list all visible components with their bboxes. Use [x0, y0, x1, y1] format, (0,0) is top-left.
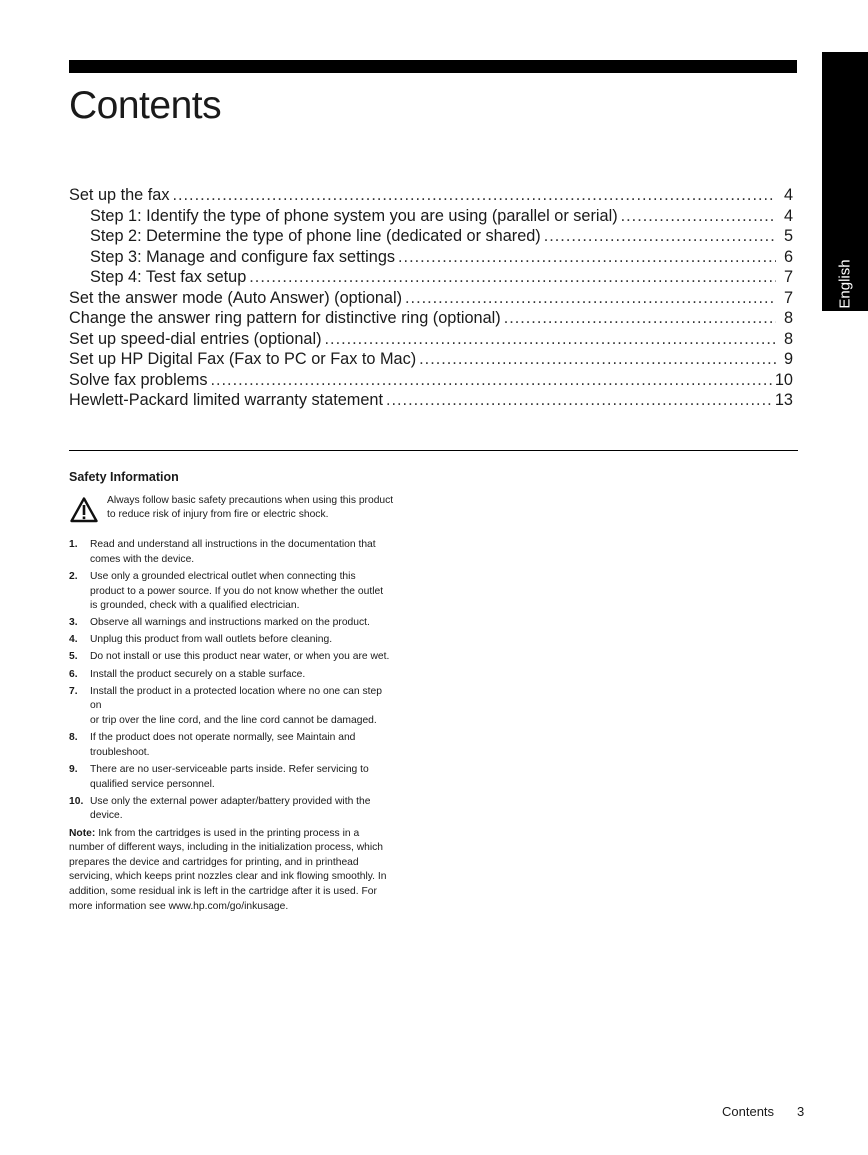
instruction-line: Unplug this product from wall outlets before cleaning.: [90, 634, 333, 646]
safety-instruction: [69, 795, 429, 824]
note-line: Ink from the cartridges is used in the printing process in a: [98, 827, 360, 839]
instruction-line: troubleshoot.: [90, 746, 150, 758]
instruction-text: [90, 570, 429, 614]
instruction-text: [90, 650, 429, 665]
instruction-number: 4.: [69, 634, 78, 646]
warning-line: to reduce risk of injury from fire or electric shock.: [107, 508, 329, 520]
instruction-line: on: [90, 700, 102, 712]
safety-warning: [69, 494, 429, 524]
toc-entry[interactable]: [69, 247, 795, 268]
toc-entry[interactable]: [69, 185, 795, 206]
instruction-number: 1.: [69, 539, 78, 550]
instruction-line: qualified service personnel.: [90, 778, 215, 790]
toc-entry-label: Step 3: Manage and configure fax settings: [90, 247, 396, 266]
safety-instruction: [69, 731, 429, 760]
safety-instruction: [69, 633, 429, 648]
safety-instruction: [69, 570, 429, 614]
instruction-text: [90, 685, 429, 729]
safety-instruction: [69, 763, 429, 792]
toc-dot-leader: [249, 267, 776, 288]
instruction-number: 3.: [69, 617, 78, 629]
language-tab-label: English: [836, 259, 854, 309]
safety-instruction: [69, 616, 429, 631]
instruction-text: [90, 538, 429, 567]
toc-entry[interactable]: [69, 226, 795, 247]
safety-instruction: [69, 538, 429, 567]
instruction-line: Read and understand all instructions in the documentation that: [90, 539, 376, 550]
section-divider: [69, 450, 798, 451]
safety-instruction: [69, 650, 429, 665]
instruction-line: product to a power source. If you do not know whether the outlet: [90, 585, 384, 597]
toc-dot-leader: [621, 206, 776, 227]
instruction-line: There are no user-serviceable parts inside. Refer servicing to: [90, 763, 369, 775]
instruction-text: [90, 668, 429, 683]
warning-line: Always follow basic safety precautions when using this product: [107, 495, 394, 506]
instruction-text: [90, 633, 429, 648]
instruction-line: Use only a grounded electrical outlet when connecting this: [90, 570, 356, 582]
footer-page-number: 3: [797, 1104, 805, 1119]
header-rule: [69, 60, 797, 73]
toc-dot-leader: [325, 329, 776, 350]
toc-entry[interactable]: [69, 308, 795, 329]
footer-section-name: Contents: [722, 1104, 775, 1119]
instruction-text: [90, 616, 429, 631]
toc-dot-leader: [504, 308, 776, 329]
instruction-text: [90, 763, 429, 792]
toc-entry[interactable]: [69, 206, 795, 227]
toc-dot-leader: [544, 226, 776, 247]
toc-entry-label: Hewlett-Packard limited warranty statement: [69, 391, 383, 409]
page-title: Contents: [69, 84, 222, 127]
toc-entry-label: Set up speed-dial entries (optional): [69, 329, 322, 348]
instruction-number: 9.: [69, 763, 78, 775]
note-line: more information see www.hp.com/go/inkusage.: [69, 900, 289, 912]
toc-entry[interactable]: [69, 390, 795, 411]
instruction-line: or trip over the line cord, and the line cord cannot be damaged.: [90, 715, 377, 727]
instruction-line: Do not install or use this product near water, or when you are wet.: [90, 651, 390, 663]
toc-entry-page: 13: [774, 391, 793, 409]
toc-entry-label: Set up the fax: [69, 186, 170, 204]
safety-instruction: [69, 668, 429, 683]
toc-entry-label: Step 2: Determine the type of phone line (dedicated or shared): [90, 227, 541, 245]
table-of-contents: [69, 185, 795, 411]
note-line: addition, some residual ink is left in the cartridge after it is used. For: [69, 885, 377, 897]
instruction-line: If the product does not operate normally, see Maintain and: [90, 732, 356, 744]
note-text: [69, 828, 386, 912]
instruction-number: 6.: [69, 668, 78, 680]
toc-entry[interactable]: [69, 349, 795, 370]
toc-entry-page: 9: [783, 350, 793, 368]
safety-heading: Safety Information: [69, 470, 179, 484]
ink-usage-note: [69, 827, 429, 915]
toc-entry-page: 4: [783, 186, 793, 204]
toc-entry-label: Set up HP Digital Fax (Fax to PC or Fax to Mac): [69, 350, 417, 368]
instruction-number: 8.: [69, 732, 78, 744]
toc-dot-leader: [405, 288, 776, 309]
instruction-text: [90, 731, 429, 760]
toc-entry[interactable]: [69, 288, 795, 309]
toc-entry-page: 4: [783, 206, 793, 225]
toc-entry-page: 7: [783, 288, 793, 307]
toc-entry[interactable]: [69, 370, 795, 391]
toc-entry-page: 8: [783, 309, 793, 327]
toc-entry-page: 5: [783, 227, 793, 245]
toc-entry-page: 10: [774, 370, 793, 389]
note-line: servicing, which keeps print nozzles clear and ink flowing smoothly. In: [69, 871, 387, 883]
instruction-line: Install the product securely on a stable surface.: [90, 668, 306, 680]
instruction-number: 5.: [69, 651, 78, 663]
toc-dot-leader: [398, 247, 776, 268]
note-line: number of different ways, including in the initialization process, which: [69, 842, 384, 854]
warning-text: [107, 494, 393, 521]
instruction-line: is grounded, check with a qualified electrician.: [90, 600, 300, 612]
toc-dot-leader: [172, 185, 776, 206]
toc-entry[interactable]: [69, 329, 795, 350]
toc-entry-label: Step 1: Identify the type of phone system you are using (parallel or serial): [90, 206, 618, 225]
toc-entry-page: 7: [783, 268, 793, 286]
note-label: Note:: [69, 827, 96, 839]
instruction-line: device.: [90, 810, 123, 822]
toc-dot-leader: [419, 349, 776, 370]
instruction-line: comes with the device.: [90, 553, 195, 565]
instruction-number: 7.: [69, 685, 78, 697]
toc-entry-page: 8: [783, 329, 793, 348]
toc-dot-leader: [210, 370, 771, 391]
toc-entry-label: Set the answer mode (Auto Answer) (optional): [69, 288, 403, 307]
instruction-line: Install the product in a protected location where no one can step: [90, 685, 382, 697]
instruction-line: Use only the external power adapter/battery provided with the: [90, 795, 371, 807]
safety-instruction: [69, 685, 429, 729]
instruction-line: Observe all warnings and instructions marked on the product.: [90, 617, 370, 629]
instruction-text: [90, 795, 429, 824]
toc-entry[interactable]: [69, 267, 795, 288]
warning-triangle-icon: [69, 496, 99, 524]
safety-information: [69, 470, 429, 914]
instruction-number: 10.: [69, 795, 84, 807]
toc-entry-label: Solve fax problems: [69, 370, 208, 389]
safety-instructions: [69, 538, 429, 824]
instruction-number: 2.: [69, 570, 78, 582]
note-line: prepares the device and cartridges for printing, and in printhead: [69, 856, 359, 868]
language-tab: [822, 52, 868, 311]
toc-entry-label: Change the answer ring pattern for distinctive ring (optional): [69, 309, 501, 327]
toc-entry-label: Step 4: Test fax setup: [90, 268, 247, 286]
toc-dot-leader: [386, 390, 772, 411]
toc-entry-page: 6: [783, 247, 793, 266]
